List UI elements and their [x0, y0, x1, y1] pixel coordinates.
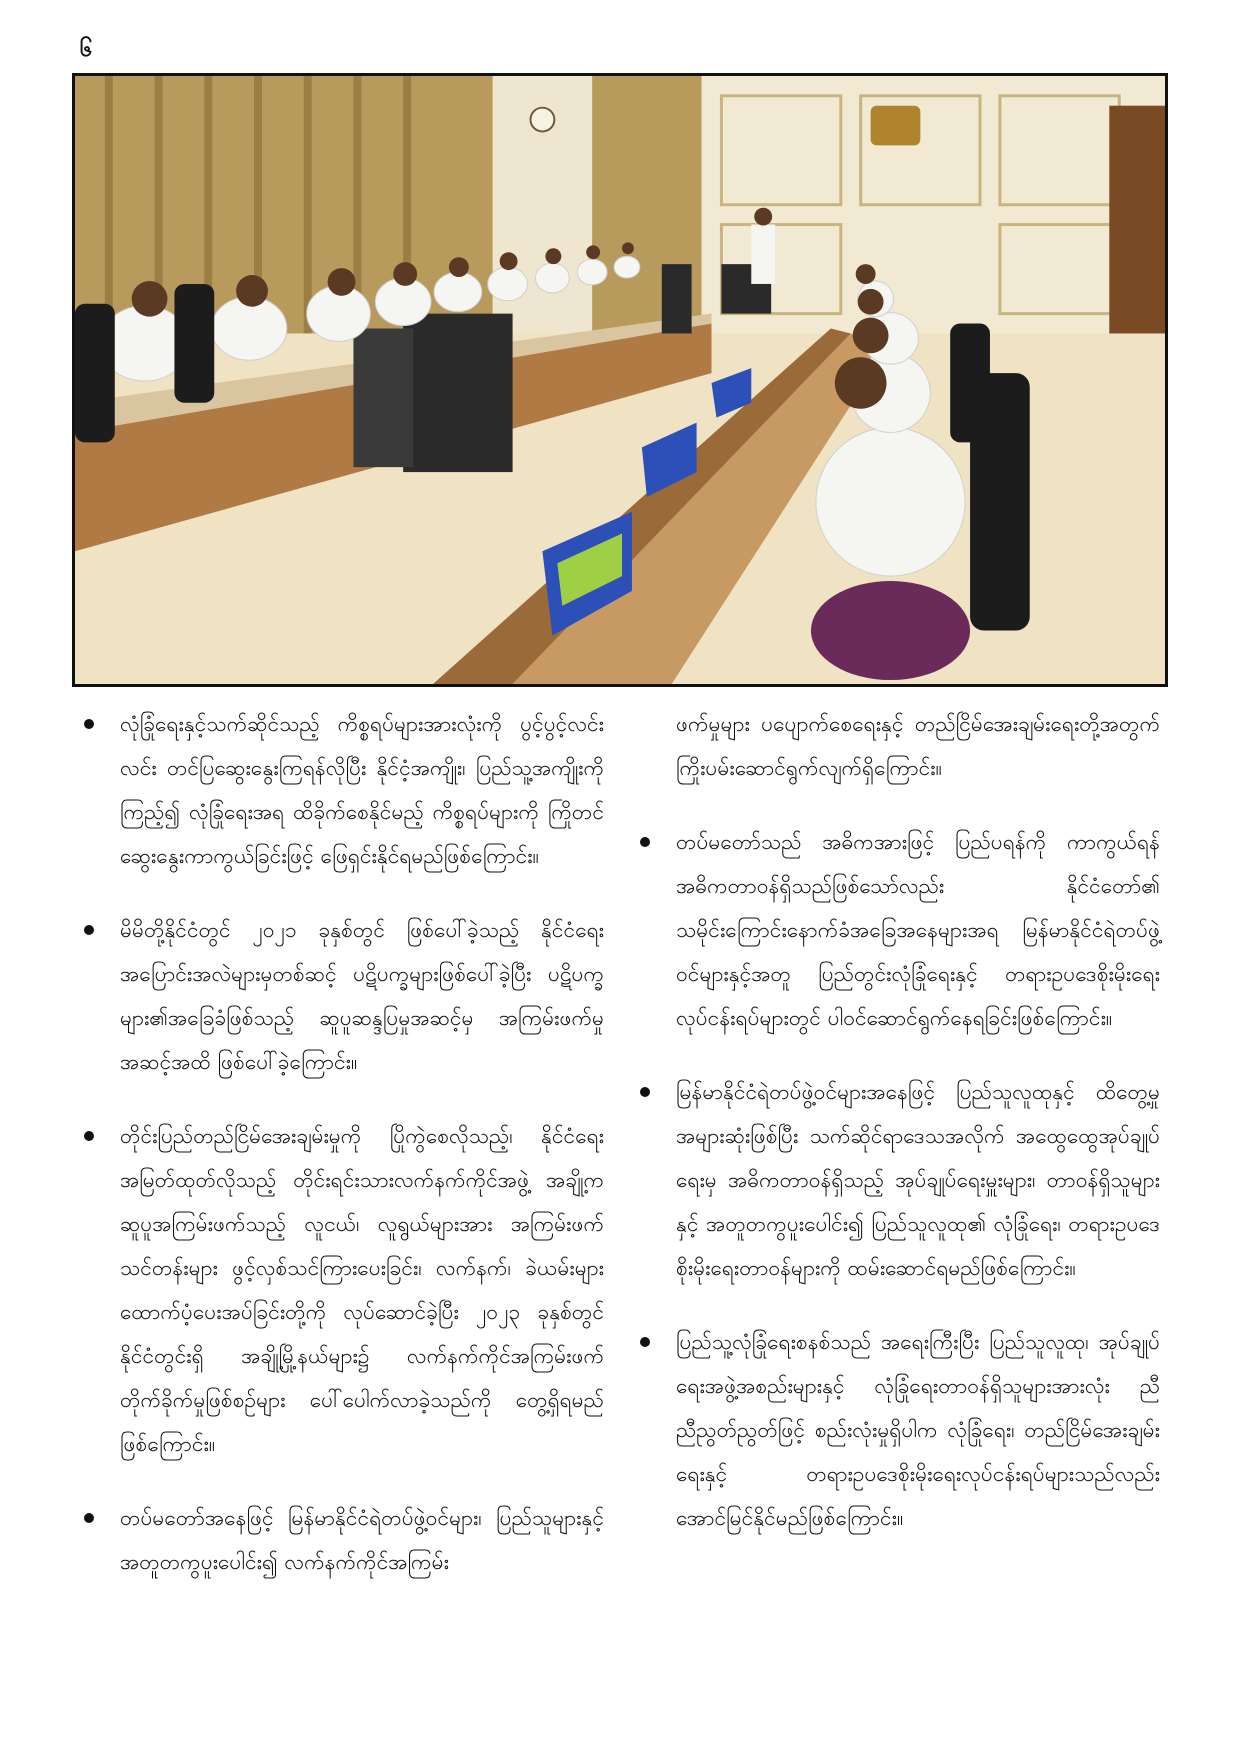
bullet-icon — [84, 1131, 94, 1141]
meeting-room-illustration — [75, 76, 1165, 684]
bullet-item — [640, 1070, 1160, 1290]
bullet-text: တိုင်းပြည်တည်ငြိမ်အေးချမ်းမှုကို ပြိုကွဲစေလိုသည့်၊ နိုင်ငံရေးအမြတ်ထုတ်လိုသည့် တိုင်းရင်းသားလက်နက်ကိုင်အဖွဲ့ အချို့က ဆူပူအကြမ်းဖက်သည့် လူငယ်၊ လူရွယ်များအား အကြမ်းဖက်သင်တန်းများ ဖွင့်လှစ်သင်ကြားပေးခြင်း၊ လက်နက်၊ ခဲယမ်းများ ထောက်ပံ့ပေးအပ်ခြင်းတို့ကို လုပ်ဆောင်ခဲ့ပြီး ၂၀၂၃ ခုနှစ်တွင် နိုင်ငံတွင်းရှိ အချို့မြို့နယ်များ၌ လက်နက်ကိုင်အကြမ်းဖက်တိုက်ခိုက်မှုဖြစ်စဉ်များ ပေါ်ပေါက်လာခဲ့သည်ကို တွေ့ရှိရမည်ဖြစ်ကြောင်း။ — [120, 1124, 604, 1456]
bullet-icon — [84, 719, 94, 729]
bullet-icon — [84, 1513, 94, 1523]
bullet-item — [640, 1320, 1160, 1540]
state-emblem — [871, 106, 921, 146]
bullet-item — [640, 820, 1160, 1040]
bullet-item — [84, 1114, 604, 1466]
presenter — [751, 225, 775, 284]
bullet-item — [84, 908, 604, 1084]
bullet-icon — [640, 1087, 650, 1097]
center-screen — [403, 314, 512, 472]
bullet-text: တပ်မတော်သည် အဓိကအားဖြင့် ပြည်ပရန်ကို ကာကွယ်ရန် အဓိကတာဝန်ရှိသည်ဖြစ်သော်လည်း နိုင်ငံတော်၏ သမိုင်းကြောင်းနောက်ခံအခြေအနေများအရ မြန်မာနိုင်ငံရဲတပ်ဖွဲ့ဝင်များနှင့်အတူ ပြည်တွင်းလုံခြုံရေးနှင့် တရားဥပဒေစိုးမိုးရေး လုပ်ငန်းရပ်များတွင် ပါဝင်ဆောင်ရွက်နေရခြင်းဖြစ်ကြောင်း။ — [676, 830, 1160, 1030]
left-column — [84, 702, 604, 1614]
wooden-door — [1109, 106, 1165, 363]
page-number: ၆ — [80, 37, 93, 62]
bullet-item — [84, 1496, 604, 1584]
bullet-text: တပ်မတော်အနေဖြင့် မြန်မာနိုင်ငံရဲတပ်ဖွဲ့ဝင်များ၊ ပြည်သူများနှင့် အတူတကွပူးပေါင်း၍ လက်နက်ကိုင်အကြမ်း — [120, 1506, 604, 1574]
wall-clock — [530, 108, 554, 132]
bullet-icon — [640, 1337, 650, 1347]
meeting-photo — [72, 73, 1168, 687]
bullet-text: ပြည်သူ့လုံခြုံရေးစနစ်သည် အရေးကြီးပြီး ပြည်သူလူထု၊ အုပ်ချုပ်ရေးအဖွဲ့အစည်းများနှင့် လုံခြုံရေးတာဝန်ရှိသူများအားလုံး ညီညီညွတ်ညွတ်ဖြင့် စည်းလုံးမှုရှိပါက လုံခြုံရေး၊ တည်ငြိမ်အေးချမ်းရေးနှင့် တရားဥပဒေစိုးမိုးရေးလုပ်ငန်းရပ်များသည်လည်း အောင်မြင်နိုင်မည်ဖြစ်ကြောင်း။ — [676, 1330, 1160, 1530]
bullet-icon — [640, 837, 650, 847]
continuation-text: ဖက်မှုများ ပပျောက်စေရေးနှင့် တည်ငြိမ်အေးချမ်းရေးတို့အတွက် ကြိုးပမ်းဆောင်ရွက်လျက်ရှိကြောင်း။ — [676, 712, 1160, 780]
right-column — [640, 702, 1160, 1570]
bullet-text: မိမိတို့နိုင်ငံတွင် ၂၀၂၁ ခုနှစ်တွင် ဖြစ်ပေါ်ခဲ့သည့် နိုင်ငံရေးအပြောင်းအလဲများမှတစ်ဆင့် ပဋိပက္ခများဖြစ်ပေါ်ခဲ့ပြီး ပဋိပက္ခများ၏အခြေခံဖြစ်သည့် ဆူပူဆန္ဒပြမှုအဆင့်မှ အကြမ်းဖက်မှုအဆင့်အထိ ဖြစ်ပေါ်ခဲ့ကြောင်း။ — [120, 918, 604, 1074]
bullet-icon — [84, 925, 94, 935]
bullet-text: မြန်မာနိုင်ငံရဲတပ်ဖွဲ့ဝင်များအနေဖြင့် ပြည်သူလူထုနှင့် ထိတွေ့မှုအများဆုံးဖြစ်ပြီး သက်ဆိုင်ရာဒေသအလိုက် အထွေထွေအုပ်ချုပ်ရေးမှ အဓိကတာဝန်ရှိသည့် အုပ်ချုပ်ရေးမှူးများ၊ တာဝန်ရှိသူများနှင့် အတူတကွပူးပေါင်း၍ ပြည်သူလူထု၏ လုံခြုံရေး၊ တရားဥပဒေစိုးမိုးရေးတာဝန်များကို ထမ်းဆောင်ရမည်ဖြစ်ကြောင်း။ — [676, 1080, 1160, 1280]
bullet-item — [84, 702, 604, 878]
bullet-text: လုံခြုံရေးနှင့်သက်ဆိုင်သည့် ကိစ္စရပ်များအားလုံးကို ပွင့်ပွင့်လင်းလင်း တင်ပြဆွေးနွေးကြရန်လိုပြီး နိုင်ငံ့အကျိုး၊ ပြည်သူ့အကျိုးကိုကြည့်၍ လုံခြုံရေးအရ ထိခိုက်စေနိုင်မည့် ကိစ္စရပ်များကို ကြိုတင်ဆွေးနွေးကာကွယ်ခြင်းဖြင့် ဖြေရှင်းနိုင်ရမည်ဖြစ်ကြောင်း။ — [120, 712, 604, 868]
